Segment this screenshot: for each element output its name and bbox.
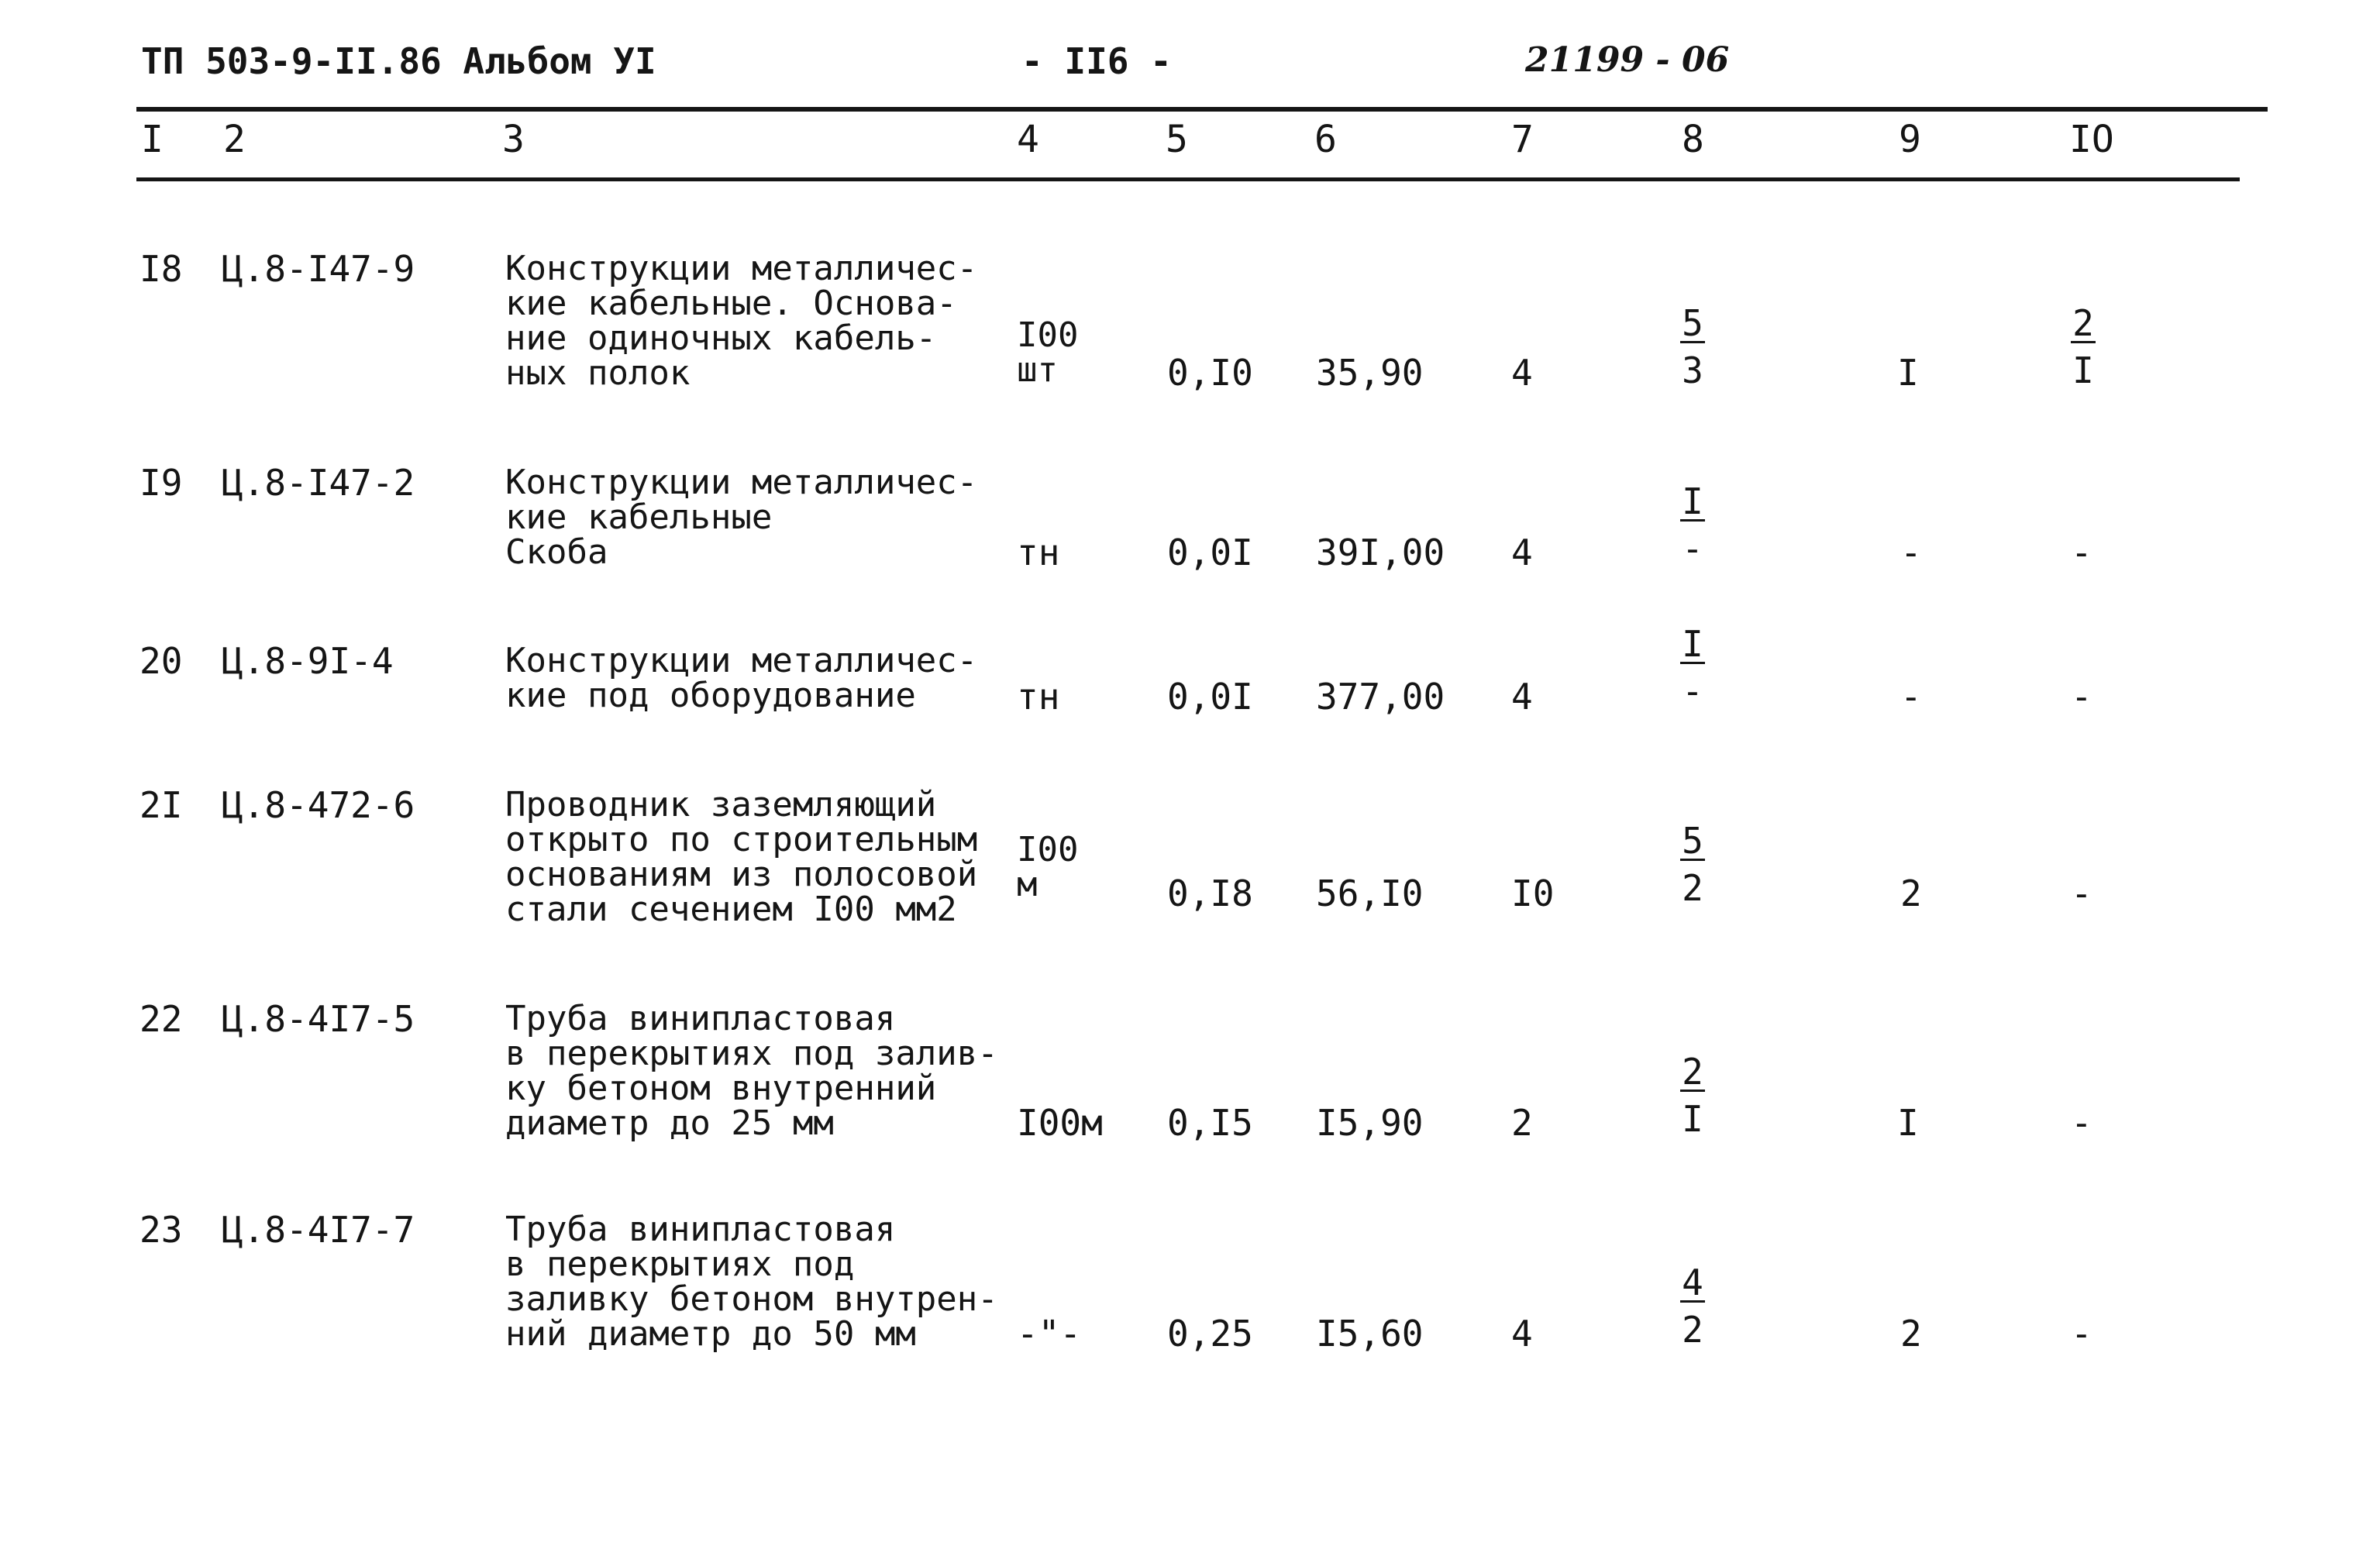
row-col10-fraction (2060, 302, 2106, 391)
column-header-5: 5 (1166, 118, 1188, 161)
row-position: 22 (139, 998, 183, 1040)
row-col10: - (2071, 532, 2092, 573)
column-header-1: I (141, 118, 164, 161)
row-code: Ц.8-4I7-5 (222, 998, 415, 1040)
top-rule (136, 107, 2268, 112)
row-code: Ц.8-I47-2 (222, 462, 415, 504)
row-unit: тн (1017, 532, 1060, 573)
row-col6: I5,90 (1316, 1102, 1424, 1144)
row-col10: - (2071, 1102, 2092, 1144)
row-col8-denominator: - (1682, 528, 1703, 570)
row-col8-fraction (1669, 302, 1716, 391)
column-header-8: 8 (1682, 118, 1704, 161)
row-code: Ц.8-472-6 (222, 784, 415, 826)
row-col6: 39I,00 (1316, 532, 1445, 573)
handwritten-number: 21199 - 06 (1525, 40, 1730, 80)
row-unit: -"- (1017, 1313, 1082, 1355)
row-col8-denominator: 3 (1682, 349, 1703, 391)
row-col10-numerator: 2 (2071, 305, 2096, 343)
row-col5: 0,I0 (1167, 352, 1253, 394)
column-header-10: IO (2069, 118, 2114, 161)
row-col5: 0,0I (1167, 676, 1253, 718)
row-col6: 35,90 (1316, 352, 1424, 394)
row-unit: I00 м (1017, 830, 1079, 904)
row-col8-numerator: 2 (1680, 1054, 1705, 1092)
row-col9: 2 (1900, 873, 1922, 914)
row-col9: I (1897, 352, 1919, 394)
row-col8-numerator: 4 (1680, 1265, 1705, 1303)
row-position: 20 (139, 640, 183, 682)
row-col8-denominator: I (1682, 1098, 1703, 1140)
row-col10: - (2071, 676, 2092, 718)
header-rule (136, 177, 2240, 181)
row-description: Труба винипластовая в перекрытиях под заливку бетоном внутрен- ний диаметр до 50 мм (505, 1210, 998, 1354)
row-col9: - (1900, 532, 1922, 573)
row-col9: I (1897, 1102, 1919, 1144)
row-col7: I0 (1511, 873, 1555, 914)
row-col8-numerator: I (1680, 484, 1705, 522)
row-description: Конструкции металличес- кие под оборудование (505, 641, 978, 715)
row-col8-denominator: - (1682, 670, 1703, 712)
row-col8-numerator: 5 (1680, 823, 1705, 861)
row-col7: 4 (1511, 676, 1533, 718)
document-reference: ТП 503-9-II.86 Альбом УI (141, 40, 656, 82)
row-col8-fraction (1669, 1262, 1716, 1351)
row-position: I9 (139, 462, 183, 504)
row-unit: I00м (1017, 1102, 1103, 1144)
row-unit: тн (1017, 676, 1060, 718)
row-col8-numerator: I (1680, 626, 1705, 664)
row-unit: I00 шт (1017, 315, 1079, 390)
column-header-7: 7 (1511, 118, 1534, 161)
row-col5: 0,25 (1167, 1313, 1253, 1355)
row-col9: 2 (1900, 1313, 1922, 1355)
row-col5: 0,I8 (1167, 873, 1253, 914)
row-description: Труба винипластовая в перекрытиях под залив- ку бетоном внутренний диаметр до 25 мм (505, 999, 998, 1143)
column-header-2: 2 (223, 118, 246, 161)
row-col10: - (2071, 1313, 2092, 1355)
row-col5: 0,0I (1167, 532, 1253, 573)
row-col7: 4 (1511, 532, 1533, 573)
row-description: Проводник заземляющий открыто по строительным основаниям из полосовой стали сечением I00 мм2 (505, 785, 978, 929)
row-description: Конструкции металличес- кие кабельные Скоба (505, 463, 978, 572)
row-col7: 2 (1511, 1102, 1533, 1144)
row-col6: I5,60 (1316, 1313, 1424, 1355)
row-col8-fraction (1669, 820, 1716, 909)
row-col8-denominator: 2 (1682, 867, 1703, 909)
page-number: - II6 - (1021, 40, 1172, 82)
row-description: Конструкции металличес- кие кабельные. Основа- ние одиночных кабель- ных полок (505, 249, 978, 393)
row-col8-denominator: 2 (1682, 1309, 1703, 1351)
column-header-9: 9 (1899, 118, 1921, 161)
row-col8-fraction (1669, 480, 1716, 570)
row-code: Ц.8-9I-4 (222, 640, 394, 682)
row-col5: 0,I5 (1167, 1102, 1253, 1144)
row-col8-numerator: 5 (1680, 305, 1705, 343)
row-position: 23 (139, 1209, 183, 1251)
column-header-6: 6 (1314, 118, 1337, 161)
row-col6: 377,00 (1316, 676, 1445, 718)
row-col7: 4 (1511, 352, 1533, 394)
row-code: Ц.8-4I7-7 (222, 1209, 415, 1251)
row-col8-fraction (1669, 623, 1716, 712)
row-col6: 56,I0 (1316, 873, 1424, 914)
row-col10: - (2071, 873, 2092, 914)
row-position: I8 (139, 248, 183, 290)
row-col10-denominator: I (2072, 349, 2094, 391)
row-col8-fraction (1669, 1051, 1716, 1140)
row-code: Ц.8-I47-9 (222, 248, 415, 290)
row-col9: - (1900, 676, 1922, 718)
column-header-3: 3 (502, 118, 525, 161)
row-col7: 4 (1511, 1313, 1533, 1355)
column-header-4: 4 (1017, 118, 1039, 161)
row-position: 2I (139, 784, 183, 826)
